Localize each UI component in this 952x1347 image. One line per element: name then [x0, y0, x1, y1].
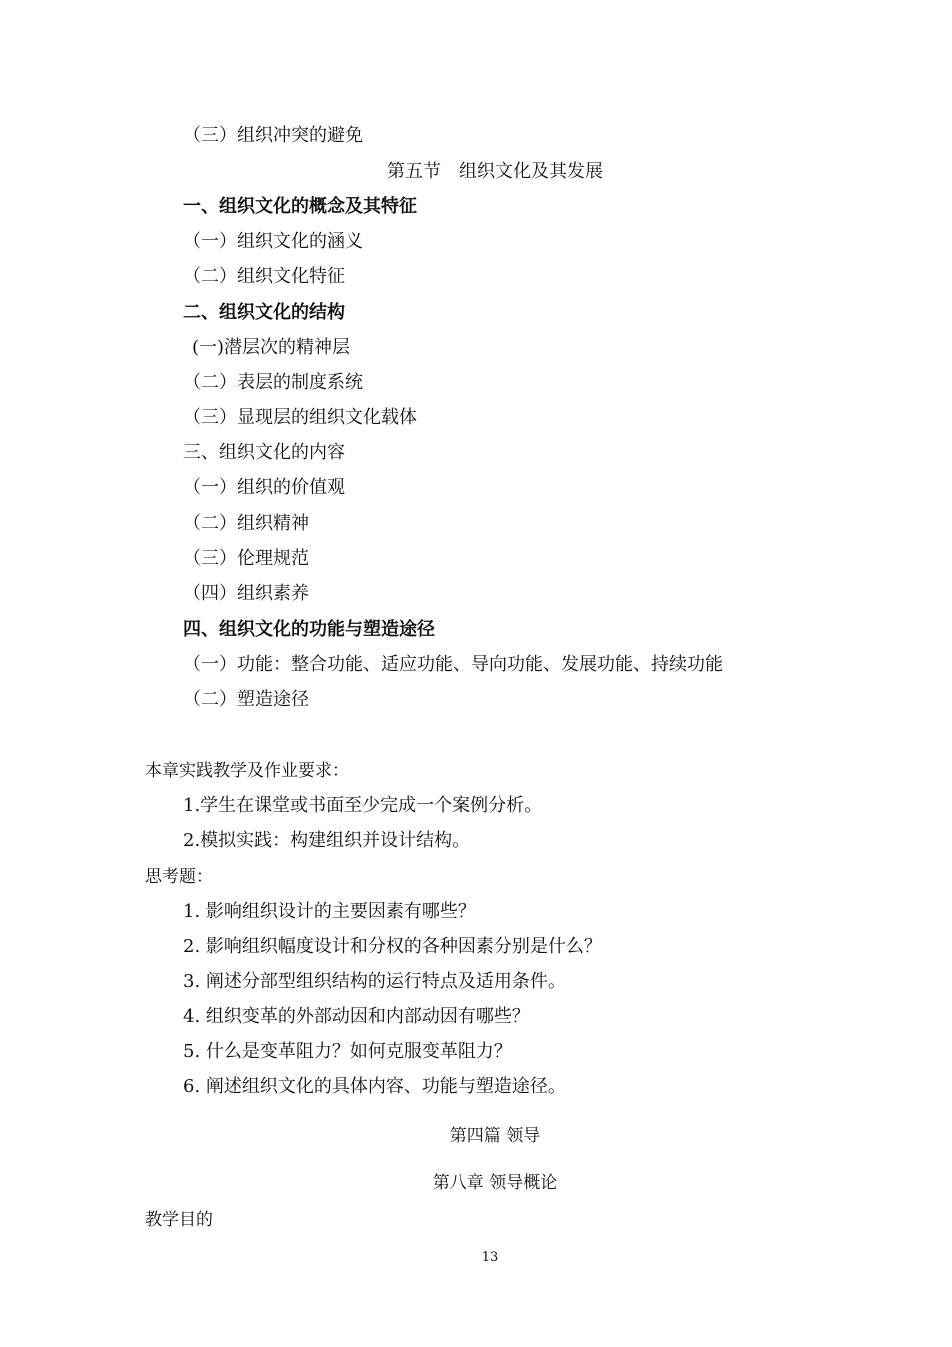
chapter-title: 第八章 领导概论	[432, 1173, 558, 1193]
question-4: 4. 组织变革的外部动因和内部动因有哪些？	[183, 1006, 530, 1027]
item-features: （二）组织文化特征	[183, 266, 345, 287]
part-title: 第四篇 领导	[449, 1126, 541, 1146]
item-meaning: （一）组织文化的涵义	[183, 231, 363, 252]
subsection-conflict-avoidance: （三）组织冲突的避免	[183, 125, 363, 146]
page-number: 13	[481, 1250, 499, 1265]
question-6: 6. 阐述组织文化的具体内容、功能与塑造途径。	[183, 1076, 566, 1097]
item-carrier-layer: （三）显现层的组织文化载体	[183, 407, 417, 428]
item-functions: （一）功能：整合功能、适应功能、导向功能、发展功能、持续功能	[183, 654, 723, 675]
item-shaping: （二）塑造途径	[183, 689, 309, 710]
heading-concept: 一、组织文化的概念及其特征	[183, 196, 417, 217]
question-2: 2. 影响组织幅度设计和分权的各种因素分别是什么？	[183, 936, 602, 957]
section-title: 第五节 组织文化及其发展	[387, 161, 603, 182]
heading-functions: 四、组织文化的功能与塑造途径	[183, 619, 435, 640]
heading-practice: 本章实践教学及作业要求：	[145, 761, 349, 781]
heading-content: 三、组织文化的内容	[183, 442, 345, 463]
practice-item-1: 1.学生在课堂或书面至少完成一个案例分析。	[183, 795, 543, 816]
heading-questions: 思考题：	[145, 867, 213, 887]
item-system-layer: （二）表层的制度系统	[183, 372, 363, 393]
item-spirit: （二）组织精神	[183, 513, 309, 534]
practice-item-2: 2.模拟实践：构建组织并设计结构。	[183, 830, 471, 851]
item-literacy: （四）组织素养	[183, 583, 309, 604]
question-3: 3. 阐述分部型组织结构的运行特点及适用条件。	[183, 971, 566, 992]
item-ethics: （三）伦理规范	[183, 548, 309, 569]
heading-teaching-purpose: 教学目的	[145, 1210, 213, 1230]
question-5: 5. 什么是变革阻力？如何克服变革阻力？	[183, 1041, 512, 1062]
question-1: 1. 影响组织设计的主要因素有哪些？	[183, 901, 476, 922]
item-values: （一）组织的价值观	[183, 477, 345, 498]
item-spirit-layer: (一)潜层次的精神层	[192, 337, 351, 358]
heading-structure: 二、组织文化的结构	[183, 302, 345, 323]
